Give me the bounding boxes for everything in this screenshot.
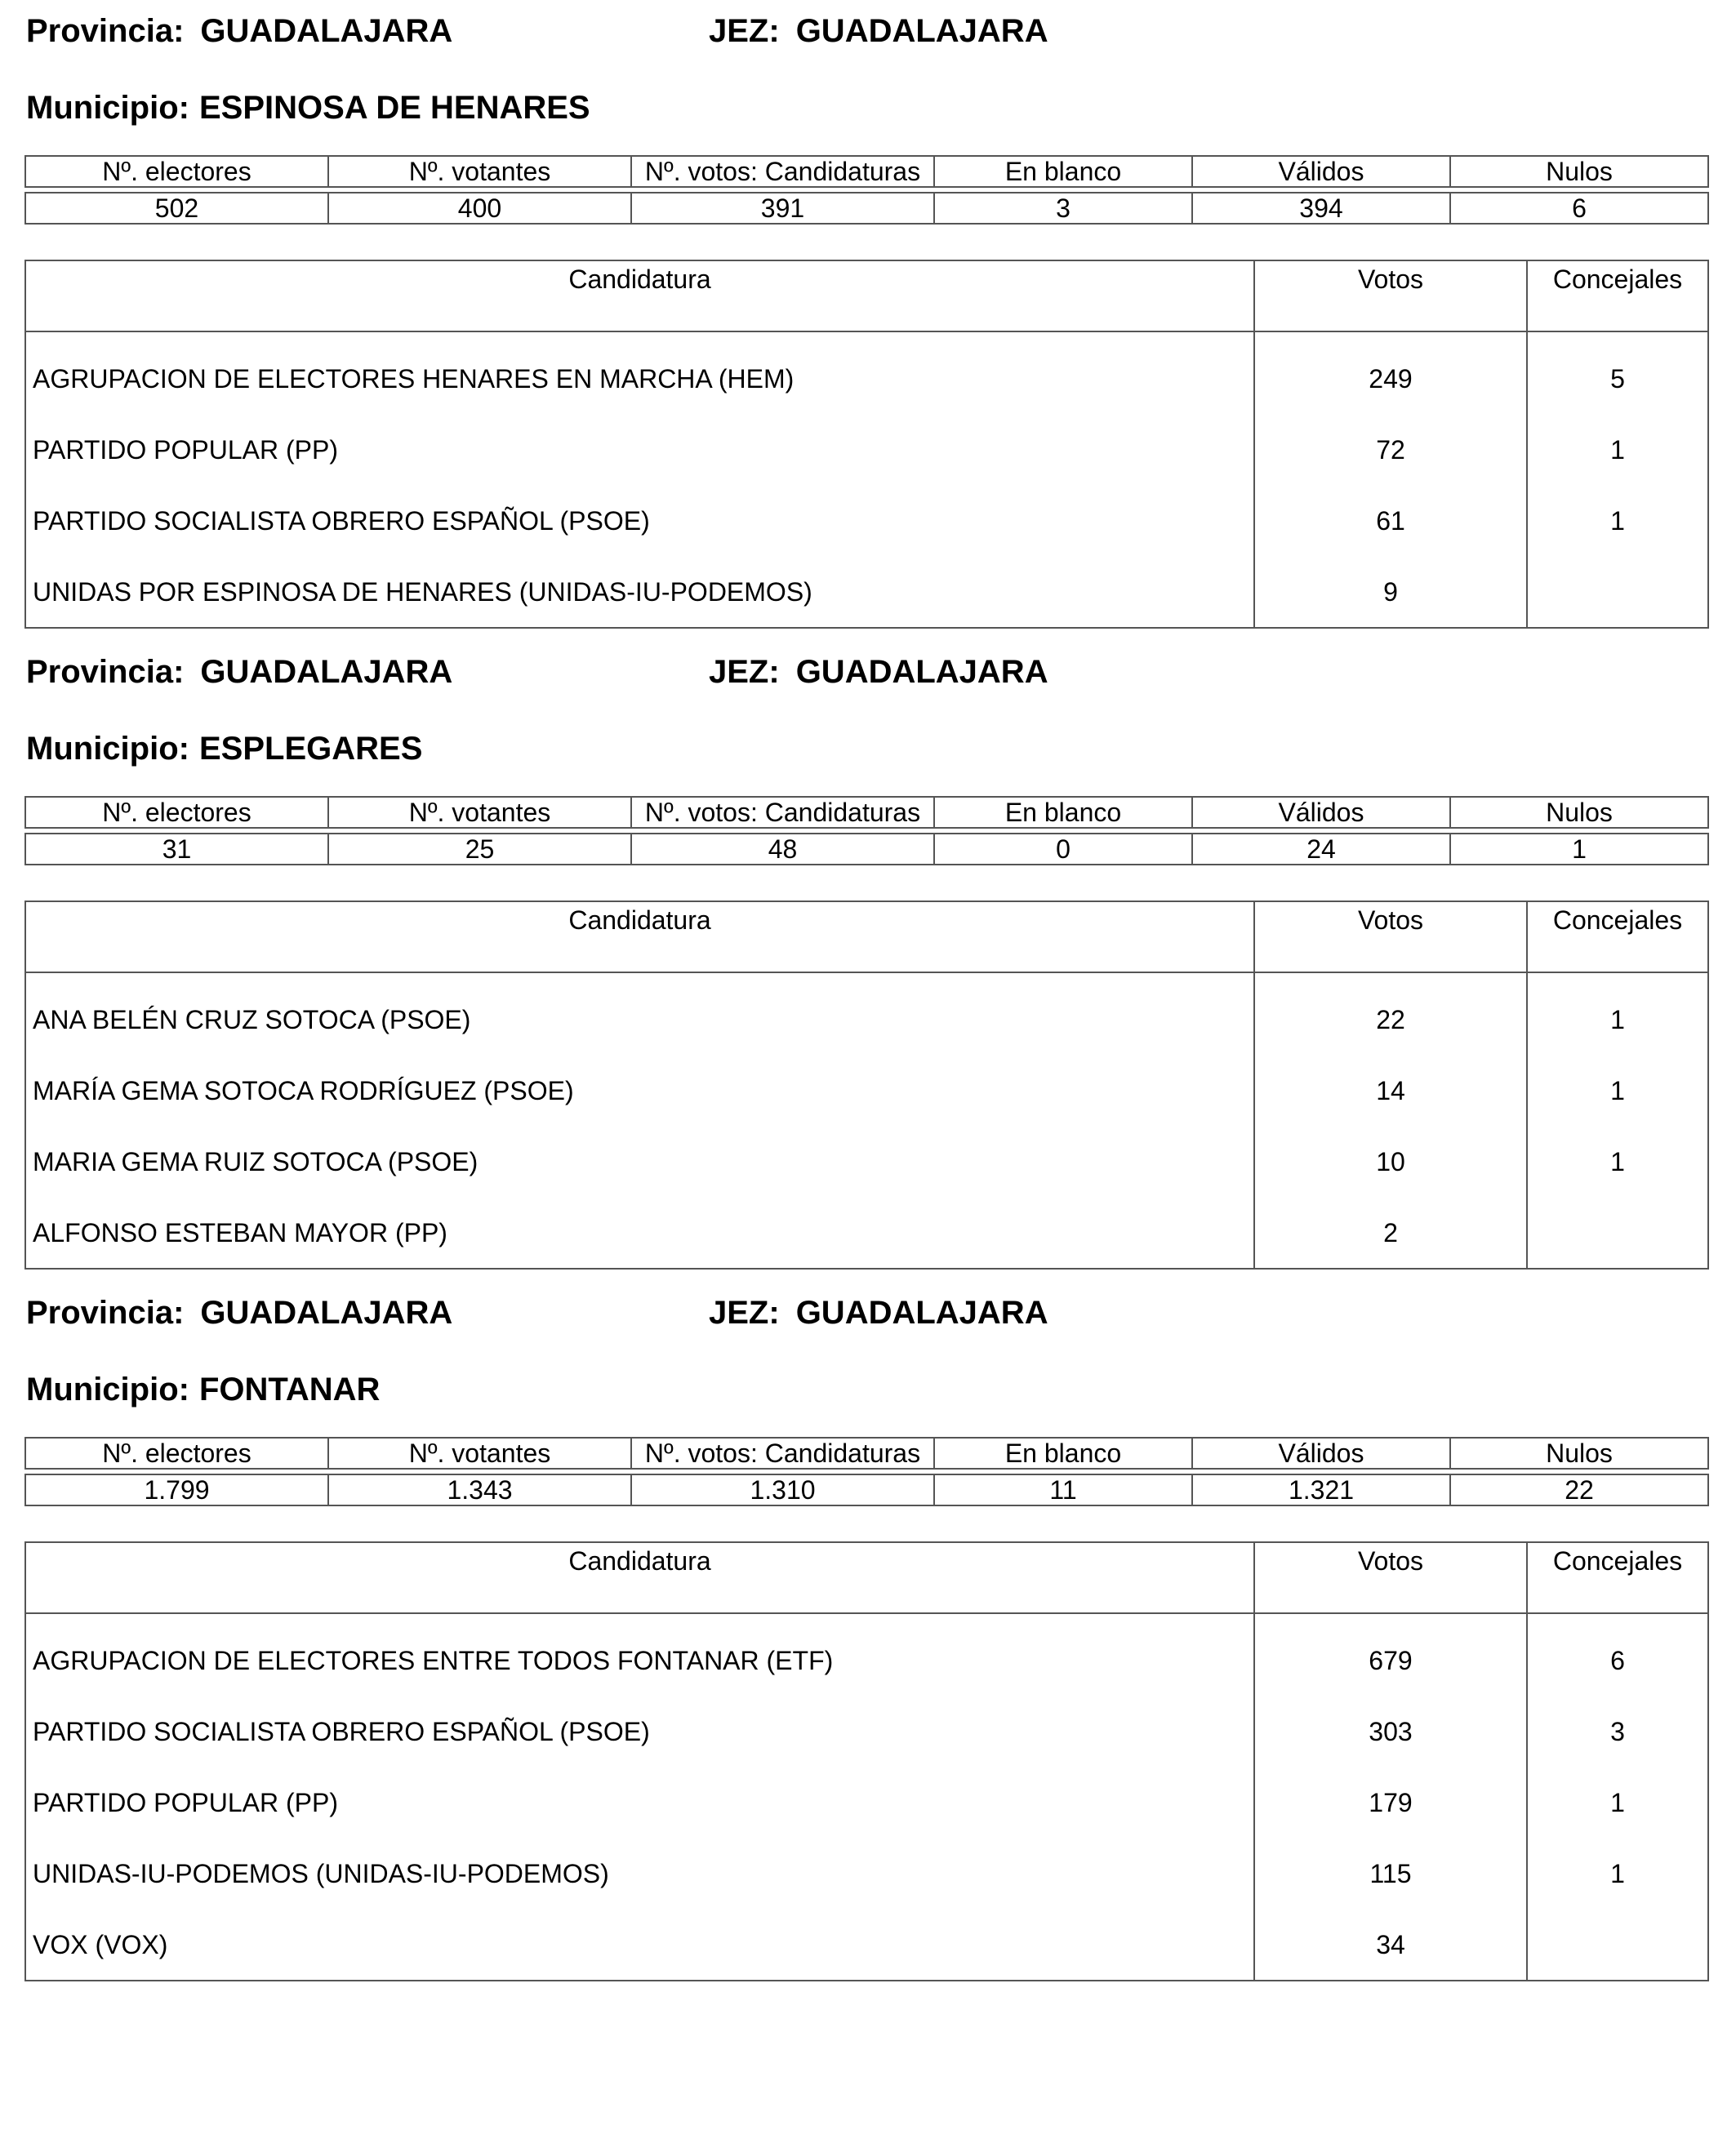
stats-header-row <box>25 797 1708 828</box>
provincia-heading <box>26 656 452 688</box>
stats-value-cell: 48 <box>631 834 934 865</box>
candidaturas-header-cell: Concejales <box>1527 1542 1708 1613</box>
stats-header-cell: Nº. votantes <box>328 1438 631 1469</box>
candidatura-concejales: 1 <box>1527 414 1708 485</box>
candidatura-votos: 115 <box>1254 1838 1527 1909</box>
stats-header-cell: Válidos <box>1192 1438 1450 1469</box>
stats-header-cell: En blanco <box>934 797 1192 828</box>
candidatura-name: UNIDAS-IU-PODEMOS (UNIDAS-IU-PODEMOS) <box>25 1838 1254 1909</box>
candidaturas-table <box>24 1541 1709 1981</box>
candidaturas-header-cell: Candidatura <box>25 260 1254 331</box>
provincia-heading <box>26 15 452 47</box>
stats-header-cell: Válidos <box>1192 797 1450 828</box>
stats-value-cell: 22 <box>1450 1474 1708 1505</box>
stats-value-cell: 400 <box>328 193 631 224</box>
candidatura-votos: 249 <box>1254 331 1527 414</box>
provincia-value: GUADALAJARA <box>200 13 453 49</box>
candidatura-row <box>25 1197 1708 1269</box>
candidatura-name: PARTIDO POPULAR (PP) <box>25 414 1254 485</box>
municipio-heading <box>26 732 422 765</box>
stats-header-cell: Nº. votos: Candidaturas <box>631 1438 934 1469</box>
candidatura-row <box>25 485 1708 556</box>
stats-value-cell: 1.799 <box>25 1474 328 1505</box>
candidatura-name: ANA BELÉN CRUZ SOTOCA (PSOE) <box>25 972 1254 1055</box>
candidatura-concejales: 1 <box>1527 972 1708 1055</box>
candidatura-name: AGRUPACION DE ELECTORES HENARES EN MARCHA (HEM) <box>25 331 1254 414</box>
stats-table <box>24 1437 1709 1506</box>
stats-value-cell: 24 <box>1192 834 1450 865</box>
provincia-value: GUADALAJARA <box>200 654 453 690</box>
stats-value-cell: 11 <box>934 1474 1192 1505</box>
candidatura-votos: 679 <box>1254 1613 1527 1696</box>
candidatura-concejales: 3 <box>1527 1696 1708 1767</box>
candidatura-row <box>25 331 1708 414</box>
stats-table <box>24 155 1709 225</box>
stats-value-cell: 1.343 <box>328 1474 631 1505</box>
candidatura-votos: 14 <box>1254 1055 1527 1126</box>
candidatura-votos: 22 <box>1254 972 1527 1055</box>
candidatura-name: AGRUPACION DE ELECTORES ENTRE TODOS FONTANAR (ETF) <box>25 1613 1254 1696</box>
candidatura-concejales: 1 <box>1527 1055 1708 1126</box>
stats-value-cell: 1.310 <box>631 1474 934 1505</box>
stats-header-cell: Nº. votantes <box>328 156 631 187</box>
stats-header-cell: Nulos <box>1450 156 1708 187</box>
stats-value-cell: 394 <box>1192 193 1450 224</box>
jez-value: GUADALAJARA <box>795 1295 1048 1331</box>
candidatura-row <box>25 1613 1708 1696</box>
candidatura-row <box>25 1767 1708 1838</box>
jez-heading <box>709 15 1048 47</box>
candidatura-name: UNIDAS POR ESPINOSA DE HENARES (UNIDAS-IU-PODEMOS) <box>25 556 1254 628</box>
candidaturas-header-cell: Concejales <box>1527 260 1708 331</box>
candidatura-row <box>25 1126 1708 1197</box>
candidatura-concejales <box>1527 1909 1708 1981</box>
candidaturas-body <box>25 972 1708 1269</box>
candidatura-name: PARTIDO POPULAR (PP) <box>25 1767 1254 1838</box>
candidaturas-header-cell: Candidatura <box>25 901 1254 972</box>
municipio-label: Municipio: <box>26 90 189 126</box>
municipio-heading <box>26 1373 380 1406</box>
candidaturas-header-cell: Votos <box>1254 901 1527 972</box>
stats-value-cell: 25 <box>328 834 631 865</box>
municipio-value: FONTANAR <box>198 1372 381 1407</box>
candidatura-votos: 2 <box>1254 1197 1527 1269</box>
provincia-heading <box>26 1296 452 1329</box>
stats-value-cell: 391 <box>631 193 934 224</box>
stats-header-cell: Nulos <box>1450 797 1708 828</box>
stats-header-cell: Nº. electores <box>25 1438 328 1469</box>
stats-value-row <box>25 834 1708 865</box>
stats-value-cell: 1.321 <box>1192 1474 1450 1505</box>
candidatura-row <box>25 1838 1708 1909</box>
candidatura-row <box>25 556 1708 628</box>
stats-header-cell: En blanco <box>934 156 1192 187</box>
candidaturas-header-cell: Concejales <box>1527 901 1708 972</box>
stats-header-row <box>25 156 1708 187</box>
provincia-label: Provincia: <box>26 13 185 49</box>
candidatura-concejales: 1 <box>1527 485 1708 556</box>
stats-header-cell: Nº. votos: Candidaturas <box>631 797 934 828</box>
jez-heading <box>709 656 1048 688</box>
municipio-label: Municipio: <box>26 731 189 767</box>
candidatura-name: PARTIDO SOCIALISTA OBRERO ESPAÑOL (PSOE) <box>25 1696 1254 1767</box>
candidatura-name: PARTIDO SOCIALISTA OBRERO ESPAÑOL (PSOE) <box>25 485 1254 556</box>
stats-header-row <box>25 1438 1708 1469</box>
stats-header-cell: Válidos <box>1192 156 1450 187</box>
stats-header-cell: Nulos <box>1450 1438 1708 1469</box>
stats-table <box>24 796 1709 865</box>
stats-value-cell: 1 <box>1450 834 1708 865</box>
stats-header-cell: En blanco <box>934 1438 1192 1469</box>
stats-header-cell: Nº. electores <box>25 156 328 187</box>
stats-value-cell: 0 <box>934 834 1192 865</box>
candidatura-concejales: 1 <box>1527 1838 1708 1909</box>
jez-label: JEZ: <box>709 1295 780 1331</box>
candidatura-row <box>25 1055 1708 1126</box>
municipio-label: Municipio: <box>26 1372 189 1407</box>
candidatura-row <box>25 972 1708 1055</box>
candidatura-name: VOX (VOX) <box>25 1909 1254 1981</box>
stats-value-cell: 3 <box>934 193 1192 224</box>
candidaturas-header-cell: Candidatura <box>25 1542 1254 1613</box>
municipio-heading <box>26 91 590 124</box>
candidatura-row <box>25 1909 1708 1981</box>
candidatura-votos: 72 <box>1254 414 1527 485</box>
stats-value-row <box>25 1474 1708 1505</box>
candidaturas-header-cell: Votos <box>1254 1542 1527 1613</box>
candidaturas-header-row <box>25 260 1708 331</box>
candidatura-votos: 9 <box>1254 556 1527 628</box>
stats-header-cell: Nº. votos: Candidaturas <box>631 156 934 187</box>
candidaturas-body <box>25 1613 1708 1981</box>
candidaturas-header-cell: Votos <box>1254 260 1527 331</box>
stats-value-cell: 6 <box>1450 193 1708 224</box>
candidaturas-header-row <box>25 1542 1708 1613</box>
municipio-value: ESPLEGARES <box>198 731 423 767</box>
municipio-value: ESPINOSA DE HENARES <box>198 90 590 126</box>
candidatura-name: MARIA GEMA RUIZ SOTOCA (PSOE) <box>25 1126 1254 1197</box>
candidatura-votos: 179 <box>1254 1767 1527 1838</box>
stats-value-row <box>25 193 1708 224</box>
candidaturas-header-row <box>25 901 1708 972</box>
candidatura-row <box>25 414 1708 485</box>
candidatura-votos: 34 <box>1254 1909 1527 1981</box>
candidatura-votos: 61 <box>1254 485 1527 556</box>
jez-value: GUADALAJARA <box>795 654 1048 690</box>
candidaturas-table <box>24 901 1709 1270</box>
jez-label: JEZ: <box>709 654 780 690</box>
jez-heading <box>709 1296 1048 1329</box>
candidatura-concejales: 1 <box>1527 1767 1708 1838</box>
stats-value-cell: 502 <box>25 193 328 224</box>
candidatura-concejales: 1 <box>1527 1126 1708 1197</box>
jez-value: GUADALAJARA <box>795 13 1048 49</box>
candidatura-votos: 303 <box>1254 1696 1527 1767</box>
candidaturas-body <box>25 331 1708 628</box>
candidatura-concejales <box>1527 556 1708 628</box>
candidatura-concejales <box>1527 1197 1708 1269</box>
stats-header-cell: Nº. votantes <box>328 797 631 828</box>
candidatura-concejales: 6 <box>1527 1613 1708 1696</box>
candidatura-row <box>25 1696 1708 1767</box>
candidaturas-table <box>24 260 1709 629</box>
candidatura-votos: 10 <box>1254 1126 1527 1197</box>
candidatura-name: ALFONSO ESTEBAN MAYOR (PP) <box>25 1197 1254 1269</box>
candidatura-name: MARÍA GEMA SOTOCA RODRÍGUEZ (PSOE) <box>25 1055 1254 1126</box>
stats-value-cell: 31 <box>25 834 328 865</box>
candidatura-concejales: 5 <box>1527 331 1708 414</box>
provincia-label: Provincia: <box>26 1295 185 1331</box>
stats-header-cell: Nº. electores <box>25 797 328 828</box>
jez-label: JEZ: <box>709 13 780 49</box>
provincia-label: Provincia: <box>26 654 185 690</box>
provincia-value: GUADALAJARA <box>200 1295 453 1331</box>
